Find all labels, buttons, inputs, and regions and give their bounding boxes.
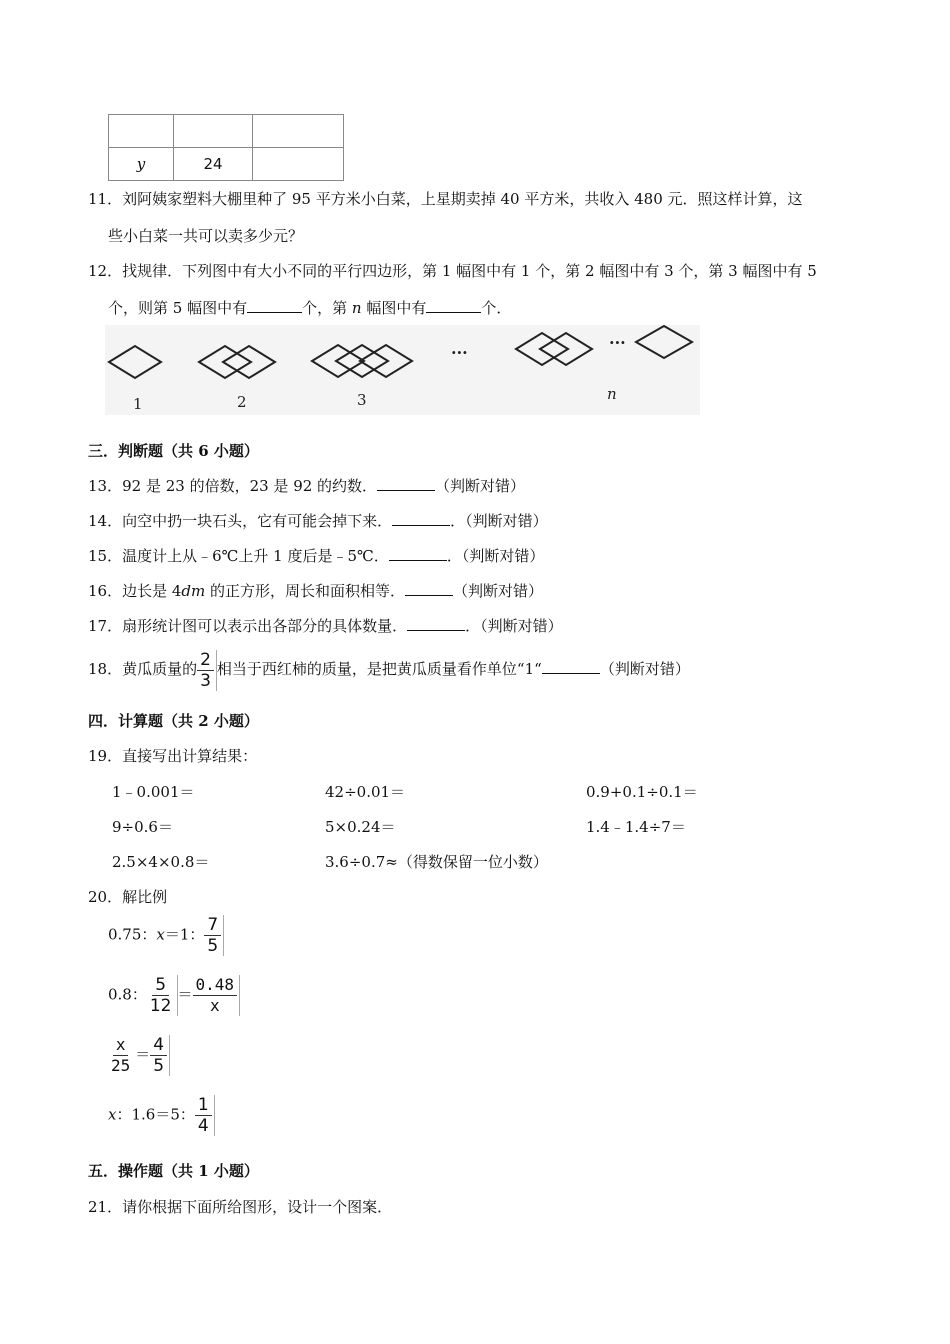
parallelogram-pattern-figure: [105, 325, 700, 415]
section-heading-judgement: 三．判断题（共 6 小题）: [88, 442, 259, 460]
figure-label-3: 3: [357, 391, 367, 409]
answer-blank[interactable]: [389, 546, 447, 561]
question-17: 17．扇形统计图可以表示出各部分的具体数量． ．（判断对错）: [88, 617, 563, 635]
section-heading-operation: 五．操作题（共 1 小题）: [88, 1162, 259, 1180]
section-heading-calculation: 四．计算题（共 2 小题）: [88, 712, 259, 730]
fraction: $\frac{x}{25}$: [111, 1035, 131, 1075]
fraction-two-thirds: $\frac{2}{3}$: [197, 650, 217, 691]
ellipsis-dots: ···: [609, 333, 626, 352]
question-14: 14．向空中扔一块石头，它有可能会掉下来． ．（判断对错）: [88, 512, 548, 530]
answer-blank[interactable]: [405, 581, 453, 596]
question-21: 21．请你根据下面所给图形，设计一个图案．: [88, 1198, 393, 1216]
figure-label-2: 2: [237, 393, 247, 411]
question-12-line-1: 12．找规律．下列图中有大小不同的平行四边形，第 1 幅图中有 1 个，第 2 幅图中有 3 个，第 3 幅图中有 5: [88, 262, 817, 280]
fraction: $\frac{1}{4}$: [195, 1095, 215, 1136]
answer-blank[interactable]: [426, 298, 481, 313]
question-12-line-2: 个，则第 5 幅图中有 个，第 n 幅图中有 个．: [108, 299, 512, 317]
table-row: [109, 115, 344, 148]
proportion-3: $\frac{x}{25}$ ＝ $\frac{4}{5}$: [108, 1035, 170, 1076]
figure-label-1: 1: [133, 395, 143, 413]
question-13: 13．92 是 23 的倍数，23 是 92 的约数． （判断对错）: [88, 477, 526, 495]
calc-item: 42÷0.01＝: [325, 783, 406, 801]
proportion-2: 0.8： $\frac{5}{12}$ ＝ $\frac{0.48}{x}$: [108, 975, 240, 1016]
fraction: $\frac{5}{12}$: [147, 975, 178, 1016]
question-11-line-1: 11．刘阿姨家塑料大棚里种了 95 平方米小白菜，上星期卖掉 40 平方米，共收入 480 元．照这样计算，这: [88, 190, 803, 208]
fraction: $\frac{0.48}{x}$: [193, 975, 241, 1016]
calc-item: 9÷0.6＝: [112, 818, 173, 836]
question-20-title: 20．解比例: [88, 888, 168, 906]
question-19-title: 19．直接写出计算结果：: [88, 747, 258, 765]
ellipsis-dots: ···: [451, 343, 468, 362]
question-16: 16．边长是 4dm 的正方形，周长和面积相等． （判断对错）: [88, 582, 544, 600]
calc-item: 1﹣0.001＝: [112, 783, 195, 801]
table-row: [109, 148, 344, 181]
answer-blank[interactable]: [542, 659, 600, 674]
question-15: 15．温度计上从﹣6℃上升 1 度后是﹣5℃． ．（判断对错）: [88, 547, 545, 565]
answer-blank[interactable]: [392, 511, 450, 526]
proportion-1: 0.75：x＝1： $\frac{7}{5}$: [108, 915, 224, 956]
proportion-4: x：1.6＝5： $\frac{1}{4}$: [108, 1095, 215, 1136]
calc-item: 0.9+0.1÷0.1＝: [586, 783, 698, 801]
figure-label-n: n: [607, 385, 617, 403]
calc-item: 2.5×4×0.8＝: [112, 853, 210, 871]
fraction: $\frac{4}{5}$: [150, 1035, 170, 1076]
calc-item: 1.4﹣1.4÷7＝: [586, 818, 686, 836]
table-cell-value: 24: [174, 148, 253, 181]
question-11-line-2: 些小白菜一共可以卖多少元？: [108, 227, 304, 245]
answer-blank[interactable]: [407, 616, 465, 631]
calc-item: 3.6÷0.7≈（得数保留一位小数）: [325, 853, 548, 871]
calc-item: 5×0.24＝: [325, 818, 396, 836]
answer-blank[interactable]: [247, 298, 302, 313]
table-cell-label: y: [109, 148, 174, 181]
value-table: [108, 114, 344, 181]
fraction: $\frac{7}{5}$: [204, 915, 224, 956]
question-18: 18．黄瓜质量的 $\frac{2}{3}$ 相当于西红柿的质量，是把黄瓜质量看作单位“1“ （判断对错）: [88, 649, 690, 691]
answer-blank[interactable]: [377, 476, 435, 491]
